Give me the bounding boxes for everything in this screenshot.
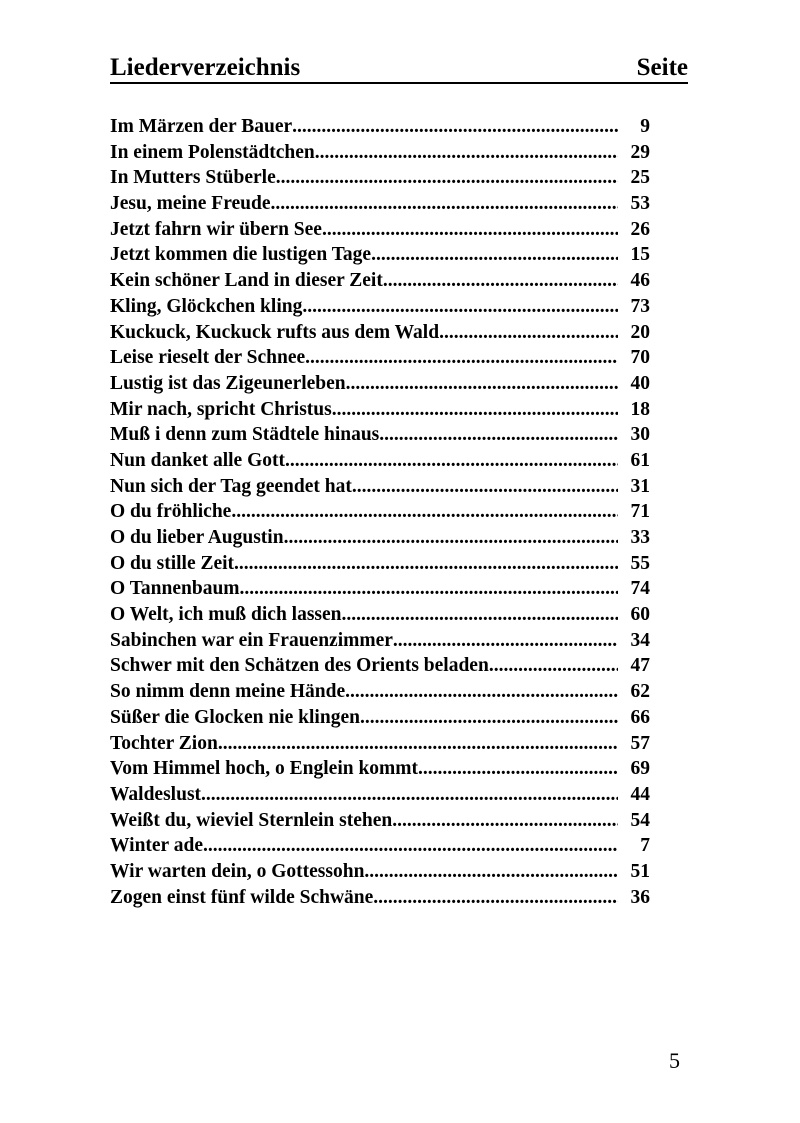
dot-leader xyxy=(393,628,618,654)
entry-title: Jetzt fahrn wir übern See xyxy=(110,218,322,240)
dot-leader xyxy=(234,551,618,577)
index-entry xyxy=(110,731,650,757)
index-entry xyxy=(110,448,650,474)
dot-leader xyxy=(439,320,618,346)
index-entry xyxy=(110,782,650,808)
entry-title: Nun sich der Tag geendet hat xyxy=(110,475,352,497)
index-entry xyxy=(110,345,650,371)
entry-title: O du fröhliche xyxy=(110,501,232,523)
entry-title: O Welt, ich muß dich lassen xyxy=(110,604,342,626)
index-entry xyxy=(110,885,650,911)
entry-title: Waldeslust xyxy=(110,783,202,805)
index-entry xyxy=(110,499,650,525)
entry-page-number: 30 xyxy=(630,424,650,446)
entry-page-number: 71 xyxy=(630,501,650,523)
entry-title: Leise rieselt der Schnee xyxy=(110,347,306,369)
entry-page-number: 60 xyxy=(630,604,650,626)
entry-title: O du lieber Augustin xyxy=(110,527,284,548)
entry-title: Sabinchen war ein Frauenzimmer xyxy=(110,629,393,651)
dot-leader xyxy=(292,114,618,140)
index-entry xyxy=(110,371,650,397)
dot-leader xyxy=(203,833,618,859)
entry-title: Weißt du, wieviel Sternlein stehen xyxy=(110,809,393,831)
entry-title: O Tannenbaum xyxy=(110,578,240,600)
entry-page-number: 62 xyxy=(630,681,650,703)
dot-leader xyxy=(342,602,618,628)
entry-page-number: 26 xyxy=(630,218,650,240)
dot-leader xyxy=(364,859,618,885)
entry-title: Schwer mit den Schätzen des Orients beladen xyxy=(110,655,489,677)
dot-leader xyxy=(231,499,618,525)
dot-leader xyxy=(392,808,618,834)
entry-page-number: 20 xyxy=(630,321,650,343)
dot-leader xyxy=(489,653,618,679)
index-entry xyxy=(110,191,650,217)
index-entry xyxy=(110,268,650,294)
entry-title: Mir nach, spricht Christus xyxy=(110,398,332,420)
index-entry xyxy=(110,859,650,885)
entry-page-number: 31 xyxy=(630,475,650,497)
entry-page-number: 46 xyxy=(630,270,650,292)
index-entry xyxy=(110,705,650,731)
entry-title: Jesu, meine Freude xyxy=(110,193,271,215)
entry-page-number: 9 xyxy=(640,116,650,137)
entry-page-number: 69 xyxy=(630,758,650,780)
entry-title: Kling, Glöckchen kling xyxy=(110,295,303,317)
index-entry xyxy=(110,140,650,166)
entry-page-number: 7 xyxy=(640,835,650,857)
entry-title: So nimm denn meine Hände xyxy=(110,681,346,703)
entry-page-number: 66 xyxy=(630,706,650,728)
entry-page-number: 73 xyxy=(630,295,650,317)
index-entry xyxy=(110,474,650,500)
entry-title: Kein schöner Land in dieser Zeit xyxy=(110,270,383,292)
index-entry xyxy=(110,576,650,602)
entry-page-number: 47 xyxy=(630,655,650,677)
dot-leader xyxy=(201,782,618,808)
entry-page-number: 18 xyxy=(630,398,650,420)
index-entry xyxy=(110,628,650,654)
dot-leader xyxy=(271,191,619,217)
entry-page-number: 54 xyxy=(630,809,650,831)
dot-leader xyxy=(360,705,618,731)
entry-page-number: 34 xyxy=(630,629,650,651)
index-entry xyxy=(110,217,650,243)
entry-title: Nun danket alle Gott xyxy=(110,449,285,471)
dot-leader xyxy=(218,731,618,757)
entry-page-number: 70 xyxy=(630,347,650,369)
song-index-list xyxy=(110,114,650,910)
index-header xyxy=(110,52,688,84)
index-entry xyxy=(110,165,650,191)
entry-title: Lustig ist das Zigeunerleben xyxy=(110,372,346,394)
dot-leader xyxy=(371,242,618,268)
entry-title: Wir warten dein, o Gottessohn xyxy=(110,860,365,882)
index-entry xyxy=(110,397,650,423)
entry-title: Zogen einst fünf wilde Schwäne xyxy=(110,886,374,908)
entry-title: Kuckuck, Kuckuck rufts aus dem Wald xyxy=(110,321,440,343)
entry-title: Tochter Zion xyxy=(110,732,218,754)
entry-page-number: 61 xyxy=(630,449,650,471)
page-number: 5 xyxy=(669,1048,680,1073)
index-entry xyxy=(110,114,650,140)
entry-page-number: 44 xyxy=(630,783,650,805)
entry-page-number: 25 xyxy=(630,167,650,189)
index-entry xyxy=(110,756,650,782)
entry-title: Jetzt kommen die lustigen Tage xyxy=(110,244,372,266)
dot-leader xyxy=(240,576,618,602)
entry-page-number: 40 xyxy=(630,372,650,394)
index-entry xyxy=(110,525,650,551)
entry-page-number: 33 xyxy=(630,527,650,548)
dot-leader xyxy=(418,756,618,782)
index-entry xyxy=(110,422,650,448)
index-entry xyxy=(110,808,650,834)
index-title: Liederverzeichnis xyxy=(110,54,301,81)
entry-title: In Mutters Stüberle xyxy=(110,167,276,189)
dot-leader xyxy=(332,397,618,423)
entry-title: Vom Himmel hoch, o Englein kommt xyxy=(110,758,419,780)
entry-title: In einem Polenstädtchen xyxy=(110,141,315,163)
dot-leader xyxy=(302,294,618,320)
entry-title: Süßer die Glocken nie klingen xyxy=(110,706,360,728)
index-entry xyxy=(110,653,650,679)
dot-leader xyxy=(315,140,618,166)
entry-title: Winter ade xyxy=(110,835,203,857)
dot-leader xyxy=(383,268,618,294)
entry-page-number: 74 xyxy=(630,578,650,600)
index-entry xyxy=(110,242,650,268)
dot-leader xyxy=(345,679,618,705)
index-entry xyxy=(110,679,650,705)
index-entry xyxy=(110,320,650,346)
entry-title: Muß i denn zum Städtele hinaus xyxy=(110,424,380,446)
dot-leader xyxy=(285,448,618,474)
index-entry xyxy=(110,602,650,628)
entry-title: O du stille Zeit xyxy=(110,552,235,574)
dot-leader xyxy=(352,474,618,500)
dot-leader xyxy=(346,371,618,397)
index-entry xyxy=(110,294,650,320)
dot-leader xyxy=(379,422,618,448)
entry-page-number: 51 xyxy=(630,860,650,882)
entry-page-number: 36 xyxy=(630,886,650,908)
dot-leader xyxy=(276,165,618,191)
dot-leader xyxy=(322,217,618,243)
index-entry xyxy=(110,833,650,859)
entry-page-number: 15 xyxy=(630,244,650,266)
page-column-label: Seite xyxy=(636,54,688,81)
dot-leader xyxy=(373,885,618,911)
entry-title: Im Märzen der Bauer xyxy=(110,116,293,137)
dot-leader xyxy=(305,345,618,371)
entry-page-number: 53 xyxy=(630,193,650,215)
entry-page-number: 29 xyxy=(630,141,650,163)
dot-leader xyxy=(284,525,618,551)
entry-page-number: 57 xyxy=(630,732,650,754)
index-entry xyxy=(110,551,650,577)
entry-page-number: 55 xyxy=(630,552,650,574)
